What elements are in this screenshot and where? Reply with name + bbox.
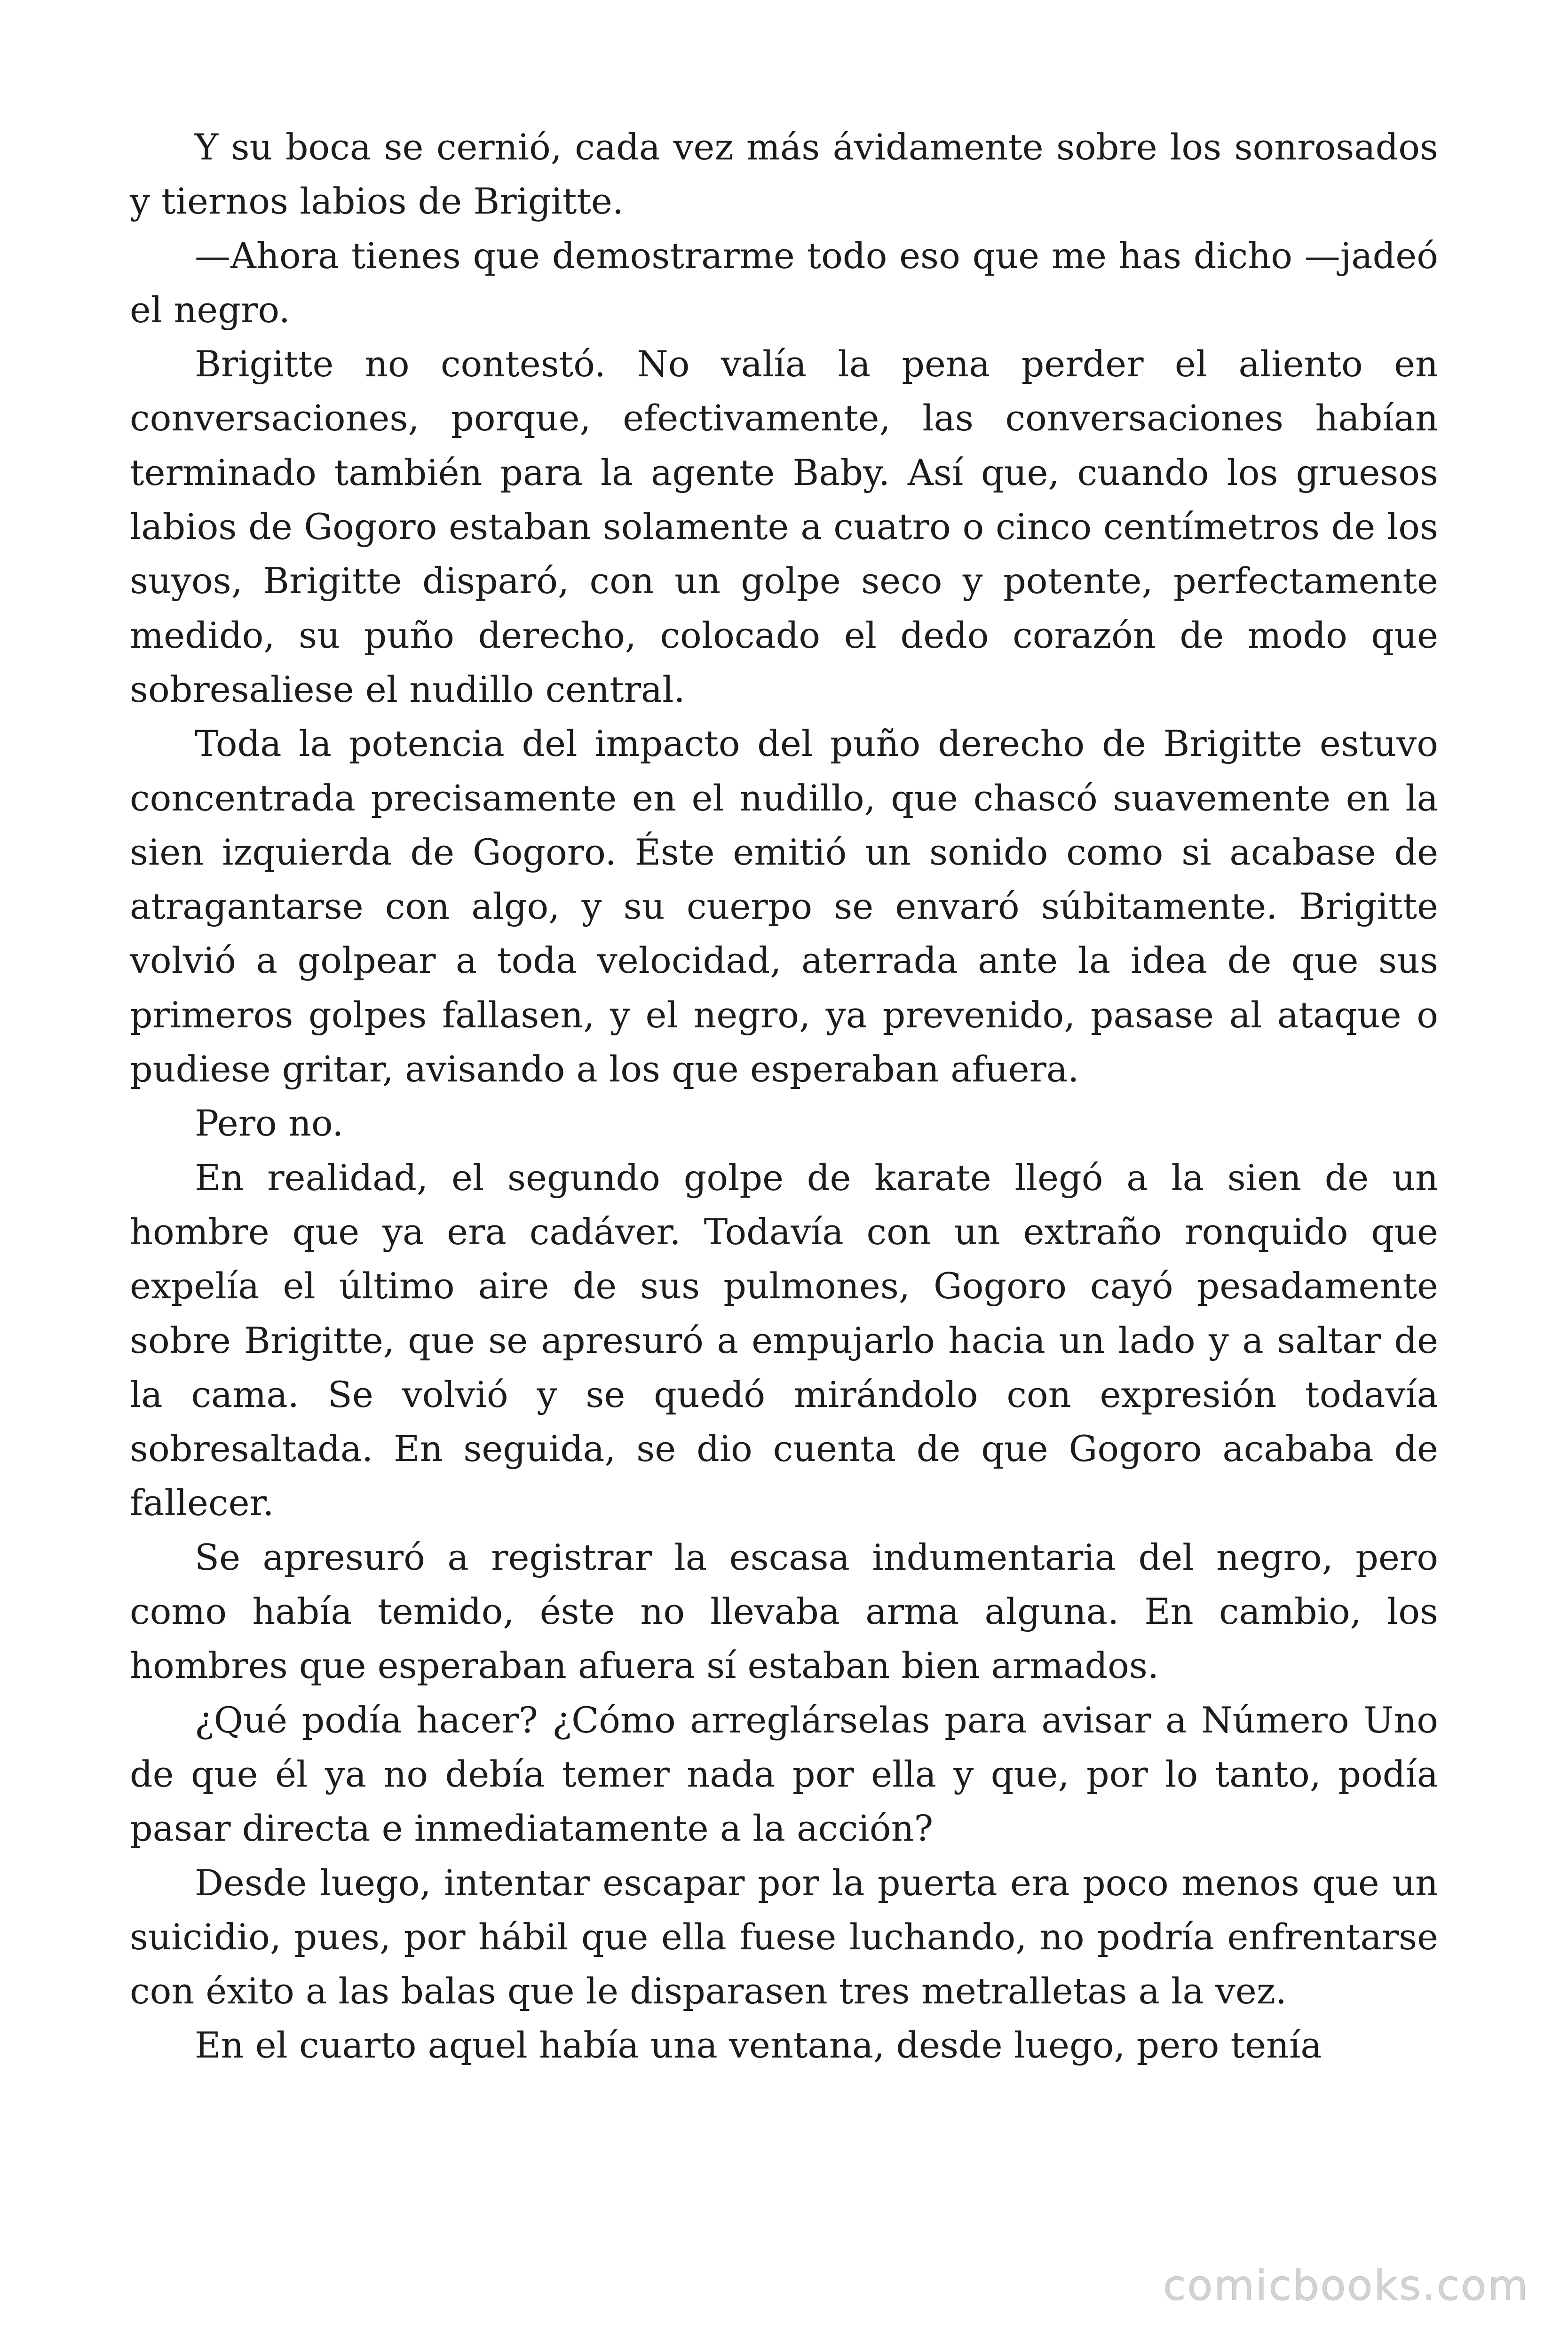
paragraph: Pero no. — [195, 1102, 344, 1144]
paragraph: —Ahora tienes que demostrarme todo eso que me has dicho —jadeó el negro. — [130, 234, 1438, 331]
paragraph: Toda la potencia del impacto del puño derecho de Brigitte estuvo concentrada precisamente en el nudillo, que chascó suavemente en la sien izquierda de Gogoro. Éste emitió un sonido como si acabase de atragantarse con algo, y su cuerpo se envaró súbitamente. Brigitte volvió a golpear a toda velocidad, aterrada ante la idea de que sus primeros golpes fallasen, y el negro, ya prevenido, pasase al ataque o pudiese gritar, avisando a los que esperaban afuera. — [130, 723, 1438, 1090]
paragraph: Y su boca se cernió, cada vez más ávidamente sobre los sonrosados y tiernos labios de Brigitte. — [130, 126, 1438, 222]
page-body-text — [130, 120, 1438, 2073]
paragraph: ¿Qué podía hacer? ¿Cómo arreglárselas para avisar a Número Uno de que él ya no debía temer nada por ella y que, por lo tanto, podía pasar directa e inmediatamente a la acción? — [130, 1699, 1438, 1850]
paragraph: Desde luego, intentar escapar por la puerta era poco menos que un suicidio, pues, por hábil que ella fuese luchando, no podría enfrentarse con éxito a las balas que le disparasen tres metralletas a la vez. — [130, 1861, 1438, 2012]
paragraph: En el cuarto aquel había una ventana, desde luego, pero tenía — [195, 2024, 1322, 2066]
watermark: comicbooks.com — [1163, 2261, 1529, 2310]
paragraph: Se apresuró a registrar la escasa indumentaria del negro, pero como había temido, éste no llevaba arma alguna. En cambio, los hombres que esperaban afuera sí estaban bien armados. — [130, 1536, 1438, 1687]
paragraph: Brigitte no contestó. No valía la pena perder el aliento en conversaciones, porque, efectivamente, las conversaciones habían terminado también para la agente Baby. Así que, cuando los gruesos labios de Gogoro estaban solamente a cuatro o cinco centímetros de los suyos, Brigitte disparó, con un golpe seco y potente, perfectamente medido, su puño derecho, colocado el dedo corazón de modo que sobresaliese el nudillo central. — [130, 343, 1438, 710]
paragraph: En realidad, el segundo golpe de karate llegó a la sien de un hombre que ya era cadáver. Todavía con un extraño ronquido que expelía el último aire de sus pulmones, Gogoro cayó pesadamente sobre Brigitte, que se apresuró a empujarlo hacia un lado y a saltar de la cama. Se volvió y se quedó mirándolo con expresión todavía sobresaltada. En seguida, se dio cuenta de que Gogoro acababa de fallecer. — [130, 1156, 1438, 1524]
